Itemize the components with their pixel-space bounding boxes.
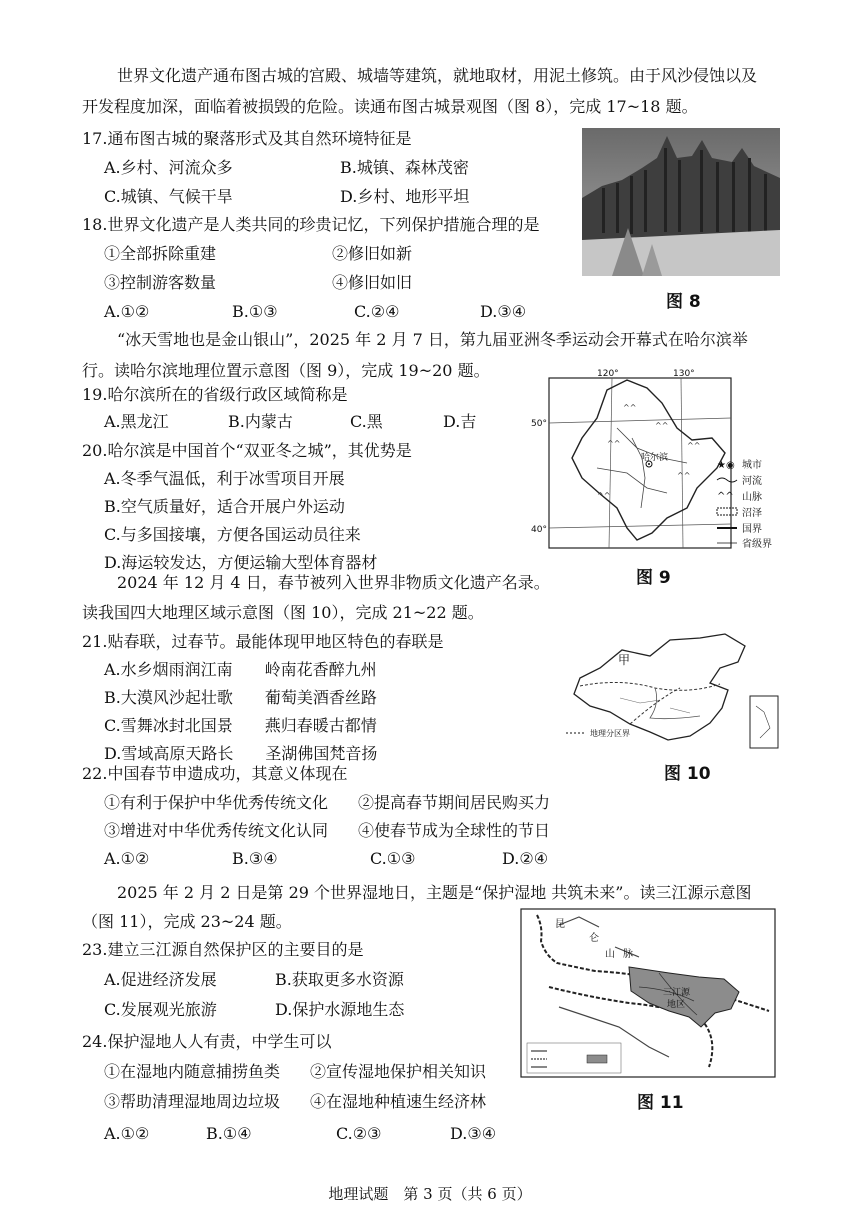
fig9-lat-40: 40° xyxy=(531,525,547,535)
q24-item-3: ③帮助清理湿地周边垃圾 xyxy=(104,1092,281,1111)
q17-option-b: B.城镇、森林茂密 xyxy=(340,158,469,177)
q17-option-d: D.乡村、地形平坦 xyxy=(340,187,470,206)
fig8-caption: 图 8 xyxy=(666,292,701,312)
intro-23-24-line1: 2025 年 2 月 2 日是第 29 个世界湿地日，主题是“保护湿地 共筑未来”。读三江源示意图 xyxy=(117,883,752,902)
intro-21-22-line2: 读我国四大地理区域示意图（图 10），完成 21~22 题。 xyxy=(82,603,484,622)
q24-stem: 24.保护湿地人人有责，中学生可以 xyxy=(82,1032,332,1051)
q24-item-1: ①在湿地内随意捕捞鱼类 xyxy=(104,1062,281,1081)
q17-option-c: C.城镇、气候干旱 xyxy=(104,187,233,206)
q18-item-1: ①全部拆除重建 xyxy=(104,244,217,263)
page-footer: 地理试题 第 3 页（共 6 页） xyxy=(328,1185,532,1203)
fig11-area-label-2: 地区 xyxy=(667,1000,686,1010)
q24-item-4: ④在湿地种植速生经济林 xyxy=(310,1092,487,1111)
fig9-lon-130: 130° xyxy=(673,369,695,379)
q22-option-b: B.③④ xyxy=(232,849,278,868)
svg-text:^^: ^^ xyxy=(717,491,734,502)
fig9-legend-city: 城市 xyxy=(742,460,762,471)
fig9-legend-border: 国界 xyxy=(742,524,762,535)
q22-item-1: ①有利于保护中华优秀传统文化 xyxy=(104,793,329,812)
q22-item-4: ④使春节成为全球性的节日 xyxy=(358,821,551,840)
fig8-photo xyxy=(582,128,780,276)
q18-stem: 18.世界文化遗产是人类共同的珍贵记忆，下列保护措施合理的是 xyxy=(82,215,540,234)
fig9-lon-120: 120° xyxy=(597,369,619,379)
intro-17-18-line2: 开发程度加深，面临着被损毁的危险。读通布图古城景观图（图 8），完成 17~18 题。 xyxy=(82,97,698,116)
svg-text:^^: ^^ xyxy=(597,491,611,500)
q24-option-c: C.②③ xyxy=(336,1124,382,1143)
fig9-legend-river: 河流 xyxy=(742,476,762,487)
q18-item-4: ④修旧如旧 xyxy=(332,273,413,292)
svg-text:^^: ^^ xyxy=(687,441,701,450)
q22-stem: 22.中国春节申遗成功，其意义体现在 xyxy=(82,764,348,783)
fig11-mai: 脉 xyxy=(623,949,633,960)
fig10-map xyxy=(560,628,786,754)
q22-option-a: A.①② xyxy=(104,849,150,868)
q23-option-b: B.获取更多水资源 xyxy=(275,970,404,989)
q23-stem: 23.建立三江源自然保护区的主要目的是 xyxy=(82,940,364,959)
q22-item-2: ②提高春节期间居民购买力 xyxy=(358,793,551,812)
fig9-legend-swamp: 沼泽 xyxy=(742,508,762,519)
q22-option-c: C.①③ xyxy=(370,849,416,868)
q24-option-d: D.③④ xyxy=(450,1124,497,1143)
q18-option-a: A.①② xyxy=(104,302,150,321)
q18-option-d: D.③④ xyxy=(480,302,527,321)
q21-option-d: D.雪域高原天路长 圣湖佛国梵音扬 xyxy=(104,744,378,763)
q19-option-a: A.黑龙江 xyxy=(104,412,169,431)
q18-item-3: ③控制游客数量 xyxy=(104,273,217,292)
fig11-map xyxy=(519,907,777,1079)
fig9-legend-mountain: 山脉 xyxy=(742,492,762,503)
q20-stem: 20.哈尔滨是中国首个“双亚冬之城”，其优势是 xyxy=(82,441,412,460)
fig9-legend-provincial: 省级界 xyxy=(742,539,772,550)
intro-17-18-line1: 世界文化遗产通布图古城的宫殿、城墙等建筑，就地取材，用泥土修筑。由于风沙侵蚀以及 xyxy=(117,66,758,85)
fig9-map xyxy=(531,368,787,558)
q19-stem: 19.哈尔滨所在的省级行政区域简称是 xyxy=(82,385,348,404)
q20-option-c: C.与多国接壤，方便各国运动员往来 xyxy=(104,525,361,544)
q20-option-a: A.冬季气温低，利于冰雪项目开展 xyxy=(104,469,345,488)
q23-option-c: C.发展观光旅游 xyxy=(104,1000,217,1019)
fig11-caption: 图 11 xyxy=(637,1093,684,1113)
fig11-area-label-1: 三江源 xyxy=(663,988,691,998)
q21-option-b: B.大漠风沙起壮歌 葡萄美酒香丝路 xyxy=(104,688,377,707)
q23-option-d: D.保护水源地生态 xyxy=(275,1000,405,1019)
fig9-caption: 图 9 xyxy=(636,568,671,588)
q18-option-b: B.①③ xyxy=(232,302,278,321)
svg-text:^^: ^^ xyxy=(655,421,669,430)
svg-text:★◉: ★◉ xyxy=(717,460,735,471)
fig9-city-label: 哈尔滨 xyxy=(641,453,669,463)
fig10-label-jia: 甲 xyxy=(618,653,631,667)
q19-option-d: D.吉 xyxy=(443,412,477,431)
q17-option-a: A.乡村、河流众多 xyxy=(104,158,233,177)
q22-option-d: D.②④ xyxy=(502,849,549,868)
svg-text:^^: ^^ xyxy=(677,471,691,480)
svg-text:^^: ^^ xyxy=(623,403,637,412)
q17-stem: 17.通布图古城的聚落形式及其自然环境特征是 xyxy=(82,129,412,148)
q21-option-a: A.水乡烟雨润江南 岭南花香醉九州 xyxy=(104,660,377,679)
intro-19-20-line2: 行。读哈尔滨地理位置示意图（图 9），完成 19~20 题。 xyxy=(82,361,490,380)
intro-23-24-line2: （图 11），完成 23~24 题。 xyxy=(82,912,292,931)
q19-option-c: C.黑 xyxy=(350,412,383,431)
q19-option-b: B.内蒙古 xyxy=(228,412,293,431)
q20-option-d: D.海运较发达，方便运输大型体育器材 xyxy=(104,553,378,572)
q24-item-2: ②宣传湿地保护相关知识 xyxy=(310,1062,487,1081)
q24-option-a: A.①② xyxy=(104,1124,150,1143)
intro-21-22-line1: 2024 年 12 月 4 日，春节被列入世界非物质文化遗产名录。 xyxy=(117,573,550,592)
fig10-legend: 地理分区界 xyxy=(590,729,630,738)
q23-option-a: A.促进经济发展 xyxy=(104,970,217,989)
svg-text:^^: ^^ xyxy=(607,439,621,448)
q24-option-b: B.①④ xyxy=(206,1124,252,1143)
fig11-shan: 山 xyxy=(605,949,615,960)
q22-item-3: ③增进对中华优秀传统文化认同 xyxy=(104,821,329,840)
fig9-lat-50: 50° xyxy=(531,419,547,429)
q20-option-b: B.空气质量好，适合开展户外运动 xyxy=(104,497,345,516)
fig10-caption: 图 10 xyxy=(664,764,711,784)
fig11-lun: 仑 xyxy=(589,933,599,944)
intro-19-20-line1: “冰天雪地也是金山银山”，2025 年 2 月 7 日，第九届亚洲冬季运动会开幕式在哈尔滨举 xyxy=(117,330,748,349)
fig11-kun: 昆 xyxy=(555,919,565,930)
q21-stem: 21.贴春联，过春节。最能体现甲地区特色的春联是 xyxy=(82,632,444,651)
q18-option-c: C.②④ xyxy=(354,302,400,321)
q21-option-c: C.雪舞冰封北国景 燕归春暖古都情 xyxy=(104,716,377,735)
q18-item-2: ②修旧如新 xyxy=(332,244,413,263)
